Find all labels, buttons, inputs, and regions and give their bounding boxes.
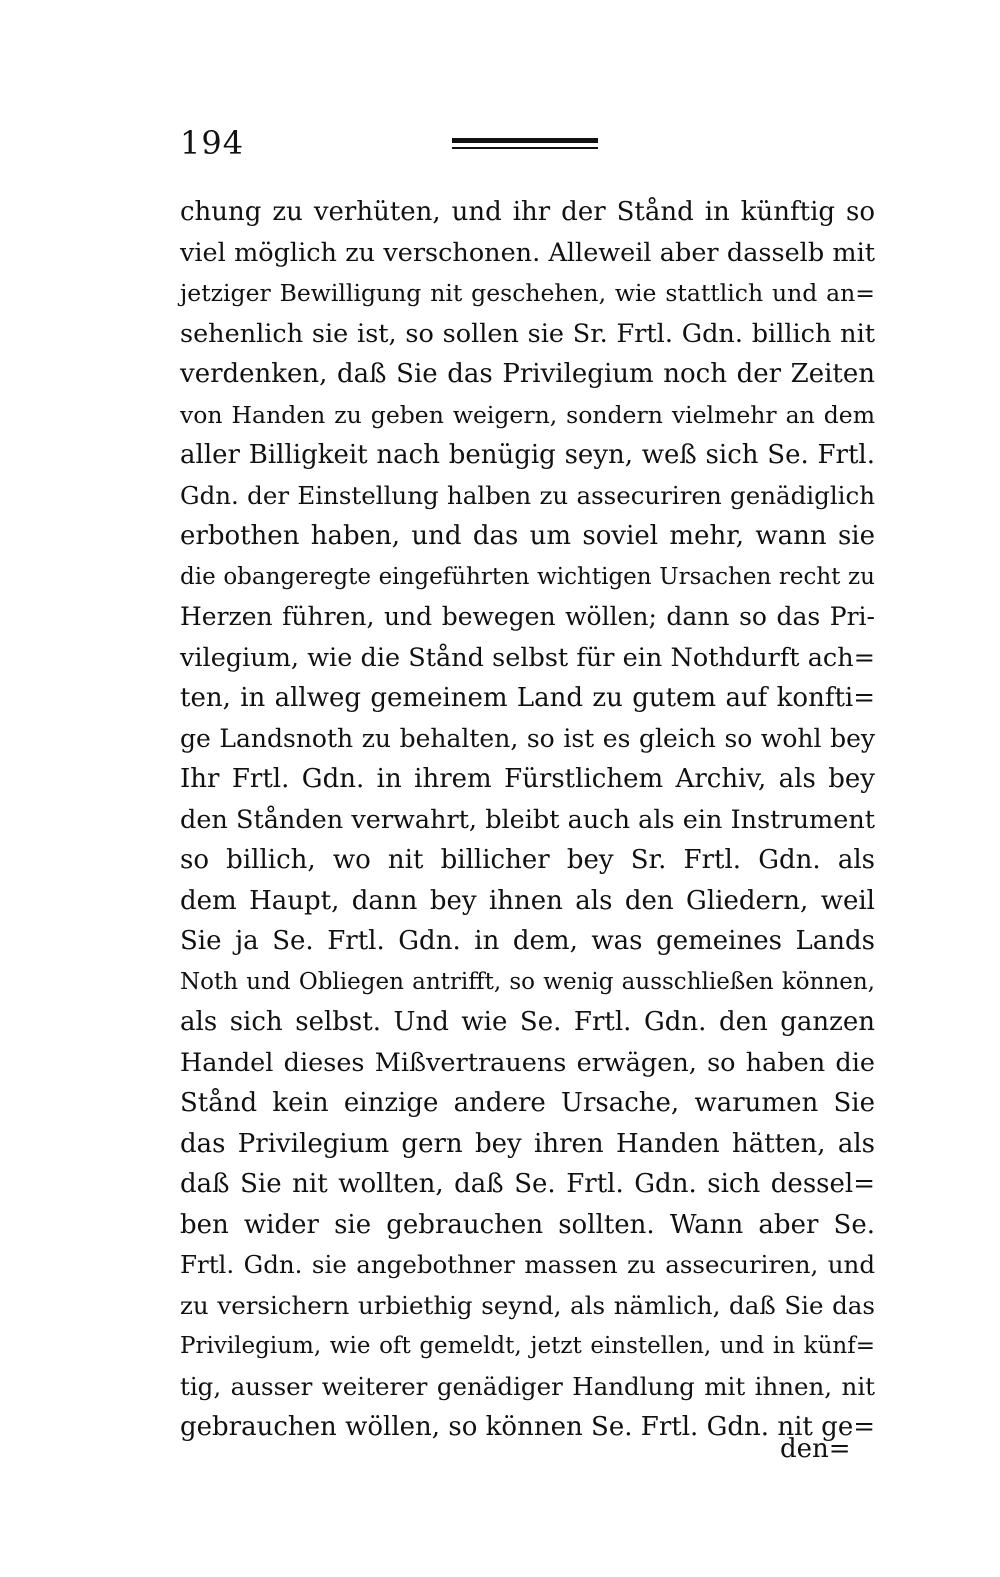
text-line: Ihr Frtl. Gdn. in ihrem Fürstlichem Archiv, als bey bbox=[180, 764, 875, 794]
text-line: zu versichern urbiethig seynd, als nämlich, daß Sie das bbox=[180, 1290, 875, 1320]
text-line: aller Billigkeit nach benügig seyn, weß sich Se. Frtl. bbox=[180, 440, 875, 470]
text-line: verdenken, daß Sie das Privilegium noch der Zeiten bbox=[180, 359, 875, 389]
catchword: den= bbox=[780, 1434, 851, 1464]
text-line: chung zu verhüten, und ihr der Stånd in künftig so bbox=[180, 197, 875, 227]
text-line: jetziger Bewilligung nit geschehen, wie stattlich und an= bbox=[180, 279, 875, 307]
header-rule-thin bbox=[452, 147, 598, 149]
text-line: daß Sie nit wollten, daß Se. Frtl. Gdn. sich dessel= bbox=[180, 1169, 875, 1199]
text-line: so billich, wo nit billicher bey Sr. Frtl. Gdn. als bbox=[180, 845, 875, 875]
page-number: 194 bbox=[180, 124, 245, 162]
text-line: Handel dieses Mißvertrauens erwägen, so haben die bbox=[180, 1047, 875, 1078]
text-line: sehenlich sie ist, so sollen sie Sr. Frtl. Gdn. billich nit bbox=[180, 318, 875, 349]
body-text bbox=[180, 192, 875, 1448]
text-line: ten, in allweg gemeinem Land zu gutem auf konfti= bbox=[180, 683, 875, 713]
text-line: Noth und Obliegen antrifft, so wenig ausschließen können, bbox=[180, 968, 875, 995]
text-line: Gdn. der Einstellung halben zu assecuriren genädiglich bbox=[180, 480, 875, 510]
text-line: ge Landsnoth zu behalten, so ist es gleich so wohl bey bbox=[180, 723, 875, 753]
text-line: vilegium, wie die Stånd selbst für ein Nothdurft ach= bbox=[180, 642, 875, 673]
text-line: Sie ja Se. Frtl. Gdn. in dem, was gemeines Lands bbox=[180, 926, 875, 956]
header-rule-thick bbox=[452, 138, 598, 143]
text-line: Privilegium, wie oft gemeldt, jetzt einstellen, und in künf= bbox=[180, 1333, 875, 1359]
text-line: von Handen zu geben weigern, sondern vielmehr an dem bbox=[180, 400, 875, 429]
text-line: dem Haupt, dann bey ihnen als den Gliedern, weil bbox=[180, 885, 875, 916]
text-line: den Stånden verwahrt, bleibt auch als ein Instrument bbox=[180, 804, 875, 835]
text-line: die obangeregte eingeführten wichtigen Ursachen recht zu bbox=[180, 563, 875, 590]
text-line: als sich selbst. Und wie Se. Frtl. Gdn. den ganzen bbox=[180, 1007, 875, 1037]
text-line: tig, ausser weiterer genädiger Handlung mit ihnen, nit bbox=[180, 1371, 875, 1401]
text-line: das Privilegium gern bey ihren Handen hätten, als bbox=[180, 1128, 875, 1159]
text-line: Herzen führen, und bewegen wöllen; dann so das Pri- bbox=[180, 602, 875, 631]
text-line: Frtl. Gdn. sie angebothner massen zu assecuriren, und bbox=[180, 1250, 875, 1279]
text-line: gebrauchen wöllen, so können Se. Frtl. Gdn. nit ge= bbox=[180, 1412, 875, 1442]
text-line: erbothen haben, und das um soviel mehr, wann sie bbox=[180, 521, 875, 551]
text-line: ben wider sie gebrauchen sollten. Wann aber Se. bbox=[180, 1209, 875, 1240]
text-line: Stånd kein einzige andere Ursache, warumen Sie bbox=[180, 1088, 875, 1118]
text-line: viel möglich zu verschonen. Alleweil aber dasselb mit bbox=[180, 237, 875, 268]
